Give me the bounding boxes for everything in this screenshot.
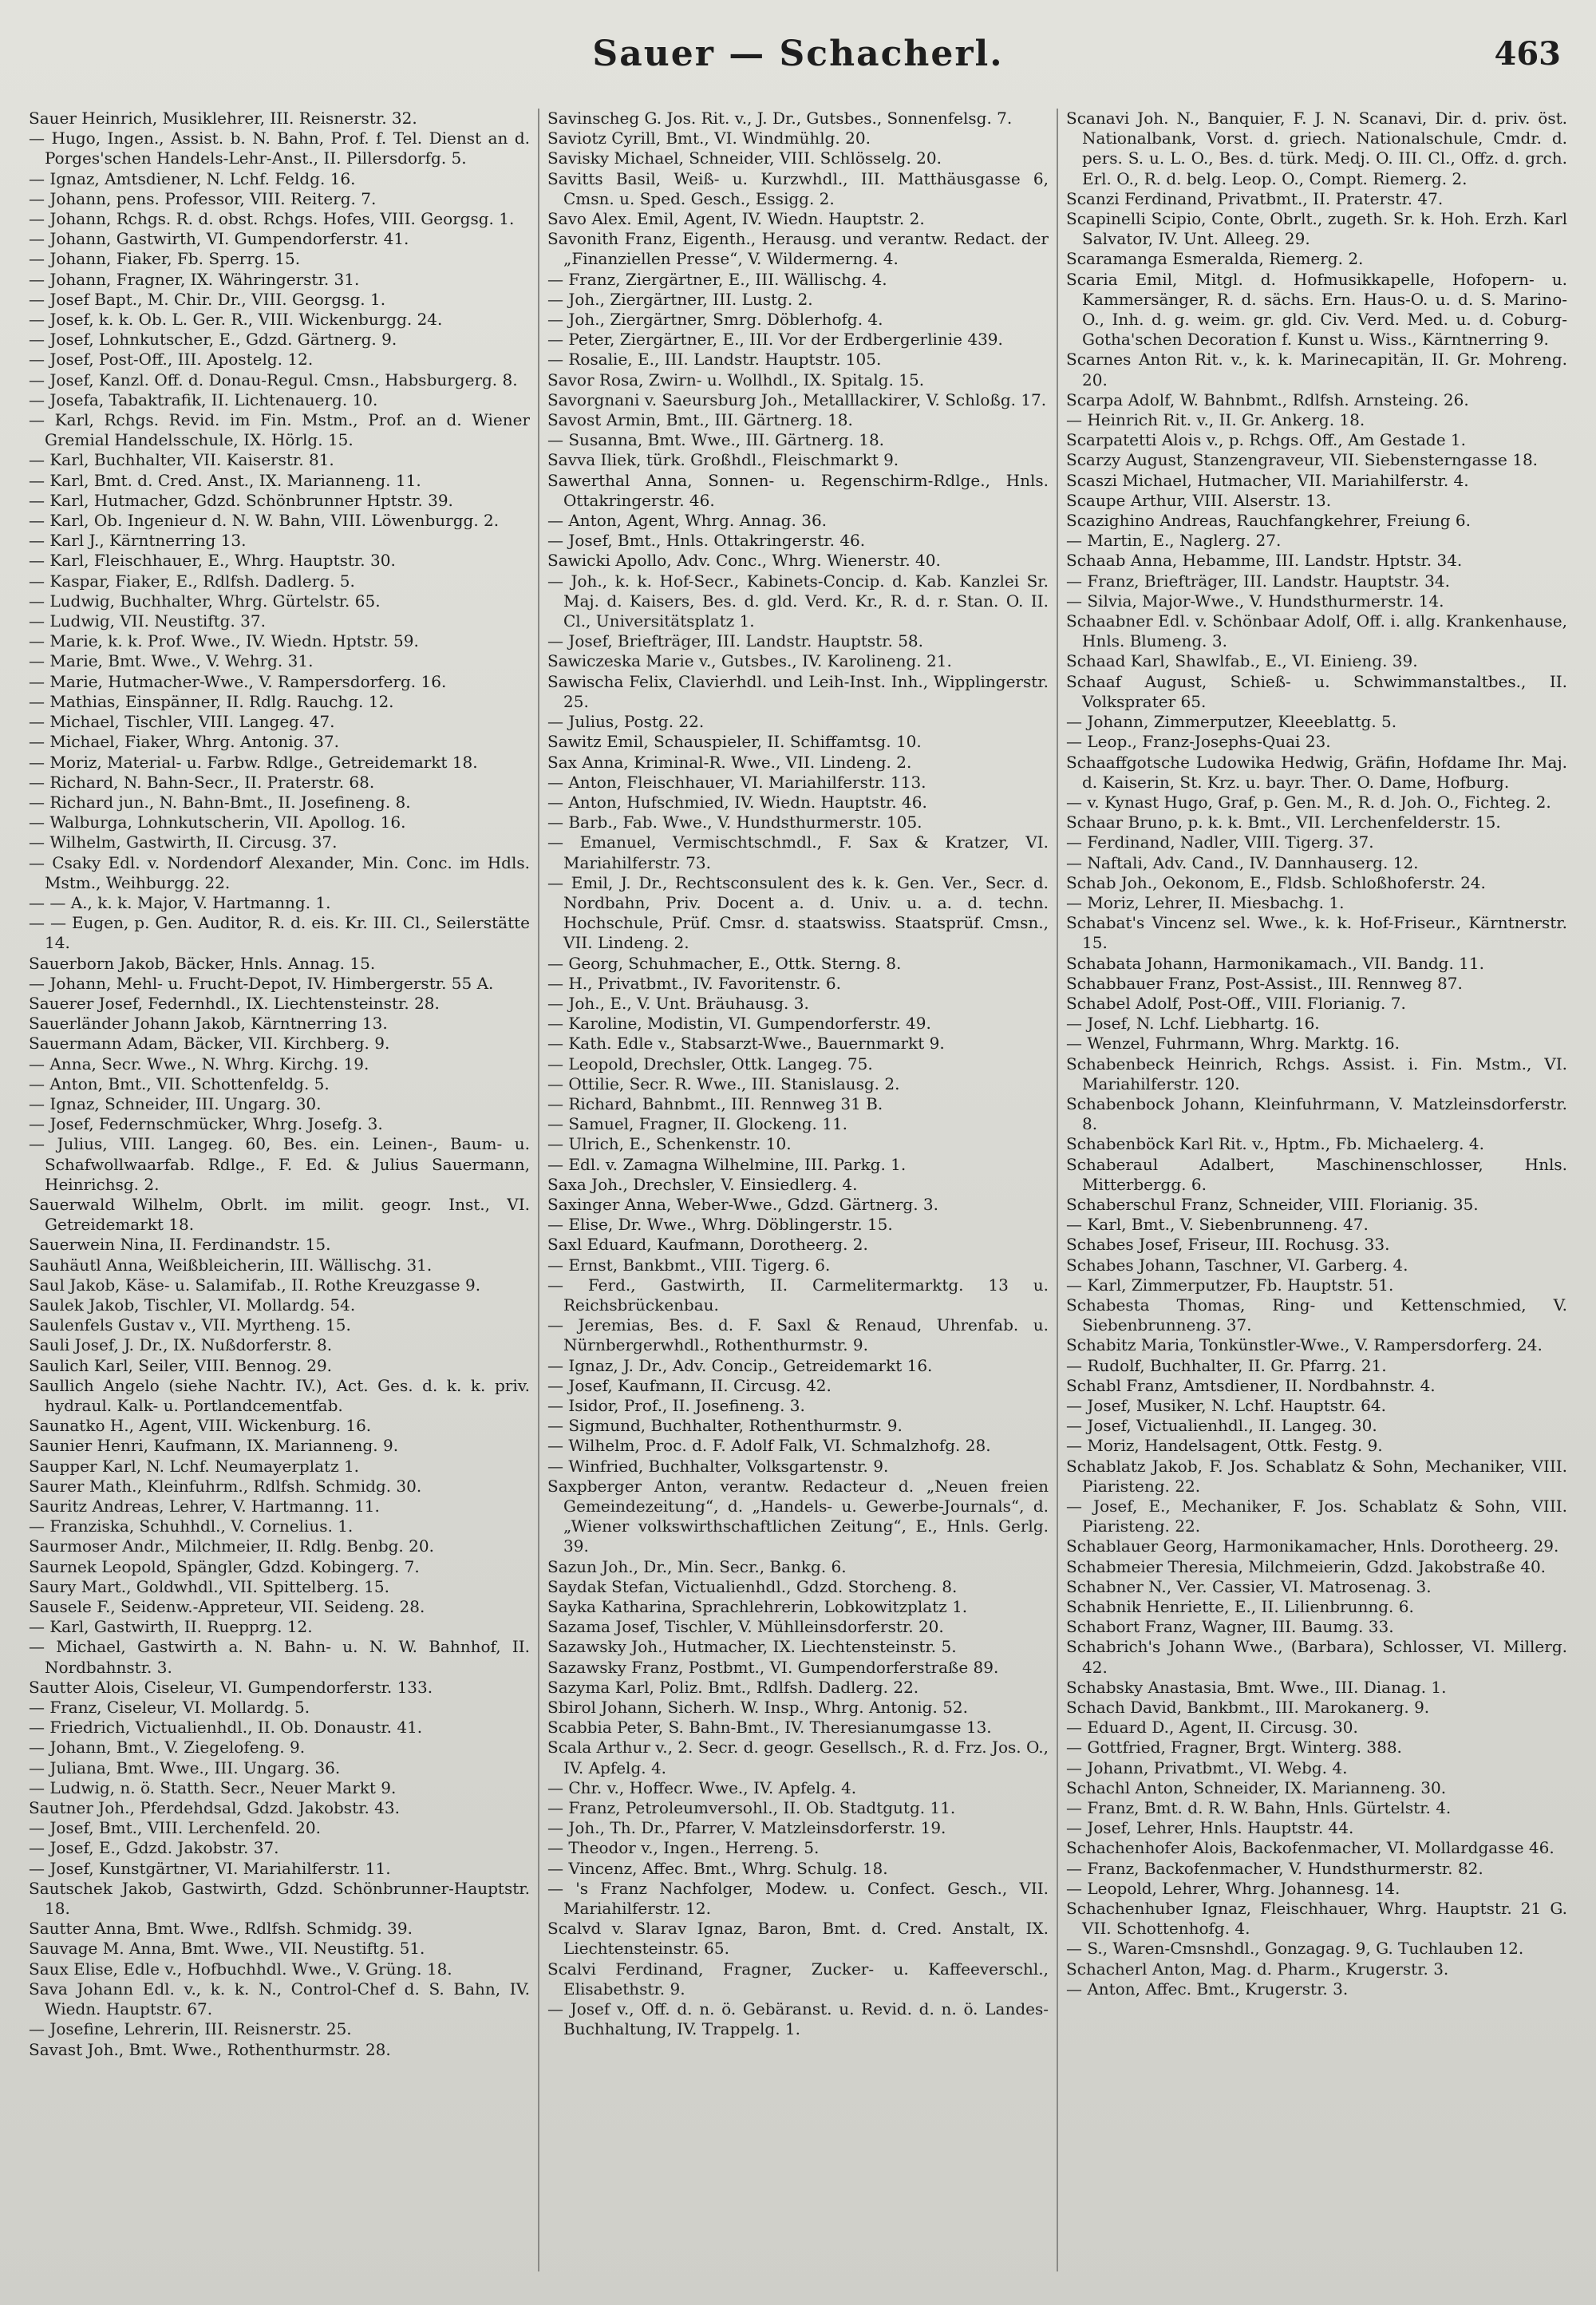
directory-entry: — Wilhelm, Proc. d. F. Adolf Falk, VI. Schmalzhofg. 28. (547, 1436, 991, 1456)
directory-entry: — Karl, Bmt., V. Siebenbrunneng. 47. (1066, 1215, 1369, 1235)
directory-entry: — Ferd., Gastwirth, II. Carmelitermarktg. 13 u. Reichsbrückenbau. (547, 1275, 1049, 1315)
directory-entry: Schaabner Edl. v. Schönbaar Adolf, Off. i. allg. Krankenhause, Hnls. Blumeng. 3. (1066, 611, 1567, 651)
directory-entry: — Johann, Zimmerputzer, Kleeeblattg. 5. (1066, 712, 1397, 732)
directory-entry: — Franz, Petroleumversohl., II. Ob. Stadtgutg. 11. (547, 1798, 956, 1818)
directory-entry: — Michael, Gastwirth a. N. Bahn- u. N. W. Bahnhof, II. Nordbahnstr. 3. (29, 1637, 530, 1677)
directory-entry: Saxpberger Anton, verantw. Redacteur d. „Neuen freien Gemeindezeitung“, d. „Handels- u. Gewerbe-Journals“, d. „Wiener volkswirthschaftlichen Zeitung“, E., Hnls. Gerlg. 39. (547, 1476, 1049, 1556)
directory-entry: Savva Iliek, türk. Großhdl., Fleischmarkt 9. (547, 450, 899, 470)
directory-entry: — Leopold, Drechsler, Ottk. Langeg. 75. (547, 1054, 873, 1073)
directory-entry: — Martin, E., Naglerg. 27. (1066, 531, 1282, 551)
directory-entry: — Moriz, Lehrer, II. Miesbachg. 1. (1066, 892, 1345, 912)
directory-entry: Saxa Joh., Drechsler, V. Einsiedlerg. 4. (547, 1174, 858, 1194)
directory-entry: — Johann, Privatbmt., VI. Webg. 4. (1066, 1757, 1348, 1777)
directory-entry: Schabes Johann, Taschner, VI. Garberg. 4. (1066, 1255, 1408, 1275)
directory-entry: — Ignaz, J. Dr., Adv. Concip., Getreidemarkt 16. (547, 1355, 933, 1375)
directory-entry: Sazama Josef, Tischler, V. Mühlleinsdorferstr. 20. (547, 1617, 944, 1637)
directory-entry: Scaszi Michael, Hutmacher, VII. Mariahilferstr. 4. (1066, 470, 1469, 490)
directory-entry: Savost Armin, Bmt., III. Gärtnerg. 18. (547, 410, 853, 430)
directory-entry: — Karl, Fleischhauer, E., Whrg. Hauptstr. 30. (29, 551, 396, 571)
directory-entry: Sazawsky Franz, Postbmt., VI. Gumpendorferstraße 89. (547, 1657, 999, 1677)
directory-entry: — Michael, Tischler, VIII. Langeg. 47. (29, 712, 335, 732)
directory-entry: Sauerer Josef, Federnhdl., IX. Liechtensteinstr. 28. (29, 993, 440, 1013)
directory-entry: Saydak Stefan, Victualienhdl., Gdzd. Storcheng. 8. (547, 1576, 958, 1596)
directory-entry: Schach David, Bankbmt., III. Marokanerg. 9. (1066, 1698, 1430, 1718)
directory-entry: — Josefa, Tabaktrafik, II. Lichtenauerg. 10. (29, 389, 378, 409)
directory-entry: Scarnes Anton Rit. v., k. k. Marinecapitän, II. Gr. Mohreng. 20. (1066, 350, 1567, 389)
directory-entry: Sauritz Andreas, Lehrer, V. Hartmanng. 11. (29, 1496, 380, 1516)
columns (29, 109, 1567, 2271)
directory-entry: — Ludwig, VII. Neustiftg. 37. (29, 611, 266, 631)
directory-entry: — Heinrich Rit. v., II. Gr. Ankerg. 18. (1066, 410, 1365, 430)
directory-entry: Schaar Bruno, p. k. k. Bmt., VII. Lerchenfelderstr. 15. (1066, 812, 1501, 832)
directory-entry: — 's Franz Nachfolger, Modew. u. Confect. Gesch., VII. Mariahilferstr. 12. (547, 1878, 1049, 1919)
directory-entry: — Walburga, Lohnkutscherin, VII. Apollog. 16. (29, 812, 406, 832)
directory-entry: Sauvage M. Anna, Bmt. Wwe., VII. Neustiftg. 51. (29, 1939, 425, 1959)
column-right (1066, 109, 1567, 2271)
directory-entry: Saulich Karl, Seiler, VIII. Bennog. 29. (29, 1355, 333, 1375)
directory-entry: Sawitz Emil, Schauspieler, II. Schiffamtsg. 10. (547, 732, 922, 752)
directory-entry: — Susanna, Bmt. Wwe., III. Gärtnerg. 18. (547, 430, 885, 450)
directory-entry: — Edl. v. Zamagna Wilhelmine, III. Parkg. 1. (547, 1154, 907, 1174)
directory-entry: Schabort Franz, Wagner, III. Baumg. 33. (1066, 1617, 1394, 1637)
directory-entry: Saxinger Anna, Weber-Wwe., Gdzd. Gärtnerg. 3. (547, 1194, 938, 1214)
directory-entry: Sausele F., Seidenw.-Appreteur, VII. Seideng. 28. (29, 1597, 425, 1617)
directory-entry: — Joh., Ziergärtner, Smrg. Döblerhofg. 4. (547, 310, 883, 330)
directory-entry: — Barb., Fab. Wwe., V. Hundsthurmerstr. 105. (547, 812, 922, 832)
directory-entry: Sazawsky Joh., Hutmacher, IX. Liechtensteinstr. 5. (547, 1637, 957, 1657)
directory-entry: Sautschek Jakob, Gastwirth, Gdzd. Schönbrunner-Hauptstr. 18. (29, 1878, 530, 1919)
directory-entry: Schablatz Jakob, F. Jos. Schablatz & Sohn, Mechaniker, VIII. Piaristeng. 22. (1066, 1456, 1567, 1496)
directory-entry: — Anton, Bmt., VII. Schottenfeldg. 5. (29, 1073, 330, 1093)
directory-entry: Sawerthal Anna, Sonnen- u. Regenschirm-Rdlge., Hnls. Ottakringerstr. 46. (547, 470, 1049, 510)
column-middle (538, 109, 1058, 2271)
directory-entry: — Karl, Bmt. d. Cred. Anst., IX. Marianneng. 11. (29, 470, 421, 490)
directory-entry: — Karl, Rchgs. Revid. im Fin. Mstm., Prof. an d. Wiener Gremial Handelsschule, IX. Hörlg. 15. (29, 410, 530, 450)
directory-entry: — Csaky Edl. v. Nordendorf Alexander, Min. Conc. im Hdls. Mstm., Weihburgg. 22. (29, 852, 530, 892)
directory-entry: Sbirol Johann, Sicherh. W. Insp., Whrg. Antonig. 52. (547, 1698, 968, 1718)
directory-entry: — Friedrich, Victualienhdl., II. Ob. Donaustr. 41. (29, 1718, 423, 1738)
directory-entry: — Julius, VIII. Langeg. 60, Bes. ein. Leinen-, Baum- u. Schafwollwaarfab. Rdlge., F. Ed. & Julius Sauermann, Heinrichsg. 2. (29, 1134, 530, 1194)
directory-entry: — Wilhelm, Gastwirth, II. Circusg. 37. (29, 832, 338, 852)
directory-entry: Schabenbeck Heinrich, Rchgs. Assist. i. Fin. Mstm., VI. Mariahilferstr. 120. (1066, 1054, 1567, 1093)
directory-entry: — Isidor, Prof., II. Josefineng. 3. (547, 1396, 805, 1415)
directory-entry: — Johann, Fragner, IX. Währingerstr. 31. (29, 269, 360, 289)
directory-entry: — Georg, Schuhmacher, E., Ottk. Sterng. 8. (547, 953, 902, 973)
directory-entry: — Franz, Briefträger, III. Landstr. Hauptstr. 34. (1066, 571, 1450, 591)
directory-entry: — Ludwig, n. ö. Statth. Secr., Neuer Markt 9. (29, 1777, 397, 1797)
directory-entry: Sazyma Karl, Poliz. Bmt., Rdlfsh. Dadlerg. 22. (547, 1677, 919, 1697)
directory-entry: — Josef, Bmt., VIII. Lerchenfeld. 20. (29, 1818, 321, 1838)
directory-entry: — Gottfried, Fragner, Brgt. Winterg. 388. (1066, 1738, 1402, 1757)
directory-entry: Saullich Angelo (siehe Nachtr. IV.), Act. Ges. d. k. k. priv. hydraul. Kalk- u. Portlandcementfab. (29, 1375, 530, 1415)
directory-entry: — Johann, Bmt., V. Ziegelofeng. 9. (29, 1738, 306, 1757)
directory-entry: — Ferdinand, Nadler, VIII. Tigerg. 37. (1066, 832, 1374, 852)
directory-entry: — Ignaz, Schneider, III. Ungarg. 30. (29, 1093, 322, 1113)
directory-entry: Schachenhofer Alois, Backofenmacher, VI. Mollardgasse 46. (1066, 1838, 1555, 1858)
directory-entry: Schabnik Henriette, E., II. Lilienbrunng. 6. (1066, 1597, 1414, 1617)
directory-entry: — Josef v., Off. d. n. ö. Gebäranst. u. Revid. d. n. ö. Landes-Buchhaltung, IV. Trappelg. 1. (547, 1999, 1049, 2039)
directory-entry: — Emanuel, Vermischtschmdl., F. Sax & Kratzer, VI. Mariahilferstr. 73. (547, 832, 1049, 872)
directory-entry: Sayka Katharina, Sprachlehrerin, Lobkowitzplatz 1. (547, 1597, 968, 1617)
directory-entry: — Ulrich, E., Schenkenstr. 10. (547, 1134, 792, 1154)
directory-entry: — Josef, Kanzl. Off. d. Donau-Regul. Cmsn., Habsburgerg. 8. (29, 370, 518, 389)
directory-entry: — Leopold, Lehrer, Whrg. Johannesg. 14. (1066, 1878, 1400, 1898)
directory-entry: — — A., k. k. Major, V. Hartmanng. 1. (29, 892, 331, 912)
directory-entry: Sawiczeska Marie v., Gutsbes., IV. Karolineng. 21. (547, 651, 952, 671)
directory-entry: — Joh., Ziergärtner, III. Lustg. 2. (547, 289, 813, 309)
directory-entry: — Ottilie, Secr. R. Wwe., III. Stanislausg. 2. (547, 1073, 900, 1093)
directory-entry: — Rosalie, E., III. Landstr. Hauptstr. 105. (547, 350, 882, 370)
directory-entry: Savo Alex. Emil, Agent, IV. Wiedn. Hauptstr. 2. (547, 209, 925, 229)
directory-entry: — Julius, Postg. 22. (547, 712, 705, 732)
directory-entry: Sava Johann Edl. v., k. k. N., Control-Chef d. S. Bahn, IV. Wiedn. Hauptstr. 67. (29, 1979, 530, 2019)
directory-entry: — Josef, Kaufmann, II. Circusg. 42. (547, 1375, 832, 1395)
directory-entry: — Anna, Secr. Wwe., N. Whrg. Kirchg. 19. (29, 1054, 369, 1073)
directory-entry: — Joh., k. k. Hof-Secr., Kabinets-Concip. d. Kab. Kanzlei Sr. Maj. d. Kaisers, Bes. d. gld. Verd. Kr., R. d. r. Stan. O. II. Cl., Universitätsplatz 1. (547, 571, 1049, 631)
directory-entry: Schabenböck Karl Rit. v., Hptm., Fb. Michaelerg. 4. (1066, 1134, 1484, 1154)
directory-entry: Schaaf August, Schieß- u. Schwimmanstaltbes., II. Volksprater 65. (1066, 671, 1567, 711)
directory-entry: Sautner Joh., Pferdehdsal, Gdzd. Jakobstr. 43. (29, 1798, 400, 1818)
directory-entry: Scapinelli Scipio, Conte, Obrlt., zugeth. Sr. k. Hoh. Erzh. Karl Salvator, IV. Unt. Alleeg. 29. (1066, 209, 1567, 249)
directory-entry: Sawischa Felix, Clavierhdl. und Leih-Inst. Inh., Wipplingerstr. 25. (547, 671, 1049, 711)
directory-entry: Saux Elise, Edle v., Hofbuchhdl. Wwe., V. Grüng. 18. (29, 1959, 452, 1979)
directory-entry: Schab Joh., Oekonom, E., Fldsb. Schloßhoferstr. 24. (1066, 872, 1486, 892)
directory-entry: Schabel Adolf, Post-Off., VIII. Florianig. 7. (1066, 993, 1406, 1013)
directory-entry: — — Eugen, p. Gen. Auditor, R. d. eis. Kr. III. Cl., Seilerstätte 14. (29, 913, 530, 953)
directory-entry: — Marie, Bmt. Wwe., V. Wehrg. 31. (29, 651, 314, 671)
directory-entry: — Theodor v., Ingen., Herreng. 5. (547, 1838, 820, 1858)
directory-entry: Scarpa Adolf, W. Bahnbmt., Rdlfsh. Arnsteing. 26. (1066, 389, 1469, 409)
directory-entry: — Anton, Fleischhauer, VI. Mariahilferstr. 113. (547, 772, 926, 792)
directory-entry: Schabrich's Johann Wwe., (Barbara), Schlosser, VI. Millerg. 42. (1066, 1637, 1567, 1677)
directory-entry: — Franz, Ciseleur, VI. Mollardg. 5. (29, 1698, 310, 1718)
directory-entry: — Rudolf, Buchhalter, II. Gr. Pfarrg. 21. (1066, 1355, 1387, 1375)
directory-entry: — Richard, Bahnbmt., III. Rennweg 31 B. (547, 1093, 883, 1113)
directory-entry: Scaria Emil, Mitgl. d. Hofmusikkapelle, Hofopern- u. Kammersänger, R. d. sächs. Ern. Haus-O. u. d. S. Marino-O., Inh. d. g. weim. gr. gld. Civ. Verd. Med. u. d. Coburg-Gotha'schen Decoration f. Kunst u. Wiss., Kärntnerring 9. (1066, 269, 1567, 350)
directory-entry: — Wenzel, Fuhrmann, Whrg. Marktg. 16. (1066, 1034, 1400, 1054)
directory-entry: — Karoline, Modistin, VI. Gumpendorferstr. 49. (547, 1014, 931, 1034)
directory-entry: Schabmeier Theresia, Milchmeierin, Gdzd. Jakobstraße 40. (1066, 1556, 1547, 1576)
directory-entry: Sauerborn Jakob, Bäcker, Hnls. Annag. 15. (29, 953, 376, 973)
directory-entry: — H., Privatbmt., IV. Favoritenstr. 6. (547, 973, 841, 993)
directory-entry: Sauerwald Wilhelm, Obrlt. im milit. geogr. Inst., VI. Getreidemarkt 18. (29, 1194, 530, 1235)
directory-entry: Schabitz Maria, Tonkünstler-Wwe., V. Rampersdorferg. 24. (1066, 1335, 1543, 1355)
directory-entry: — Chr. v., Hoffecr. Wwe., IV. Apfelg. 4. (547, 1777, 857, 1797)
directory-entry: — Josef, E., Gdzd. Jakobstr. 37. (29, 1838, 279, 1858)
directory-entry: Saurnek Leopold, Spängler, Gdzd. Kobingerg. 7. (29, 1556, 420, 1576)
directory-entry: Scala Arthur v., 2. Secr. d. geogr. Gesellsch., R. d. Frz. Jos. O., IV. Apfelg. 4. (547, 1738, 1049, 1777)
directory-entry: — Anton, Agent, Whrg. Annag. 36. (547, 511, 828, 531)
directory-entry: — Eduard D., Agent, II. Circusg. 30. (1066, 1718, 1358, 1738)
directory-entry: Savorgnani v. Saeursburg Joh., Metalllackirer, V. Schloßg. 17. (547, 389, 1047, 409)
directory-entry: Savisky Michael, Schneider, VIII. Schlösselg. 20. (547, 148, 942, 168)
directory-entry: — Josef, Kunstgärtner, VI. Mariahilferstr. 11. (29, 1858, 391, 1878)
directory-entry: Saulek Jakob, Tischler, VI. Mollardg. 54. (29, 1295, 356, 1315)
directory-entry: Schabenbock Johann, Kleinfuhrmann, V. Matzleinsdorferstr. 8. (1066, 1093, 1567, 1134)
directory-entry: — Karl, Gastwirth, II. Ruepprg. 12. (29, 1617, 313, 1637)
directory-entry: — Josef, Post-Off., III. Apostelg. 12. (29, 350, 314, 370)
directory-entry: Scanzi Ferdinand, Privatbmt., II. Praterstr. 47. (1066, 188, 1444, 208)
directory-entry: — Silvia, Major-Wwe., V. Hundsthurmerstr. 14. (1066, 591, 1444, 611)
directory-entry: Schablauer Georg, Harmonikamacher, Hnls. Dorotheerg. 29. (1066, 1536, 1559, 1556)
directory-entry: — Josef, Briefträger, III. Landstr. Hauptstr. 58. (547, 631, 924, 651)
directory-entry: — Franz, Ziergärtner, E., III. Wällischg. 4. (547, 269, 887, 289)
directory-entry: Schaberschul Franz, Schneider, VIII. Florianig. 35. (1066, 1194, 1479, 1214)
directory-entry: Savinscheg G. Jos. Rit. v., J. Dr., Gutsbes., Sonnenfelsg. 7. (547, 109, 1013, 128)
directory-entry: Schaaffgotsche Ludowika Hedwig, Gräfin, Hofdame Ihr. Maj. d. Kaiserin, St. Krz. u. bayr. Ther. O. Dame, Hofburg. (1066, 752, 1567, 792)
directory-entry: Sazun Joh., Dr., Min. Secr., Bankg. 6. (547, 1556, 847, 1576)
directory-entry: — Michael, Fiaker, Whrg. Antonig. 37. (29, 732, 339, 752)
directory-entry: — Winfried, Buchhalter, Volksgartenstr. 9. (547, 1456, 889, 1476)
directory-entry: — Joh., E., V. Unt. Bräuhausg. 3. (547, 993, 809, 1013)
directory-entry: — Franz, Bmt. d. R. W. Bahn, Hnls. Gürtelstr. 4. (1066, 1798, 1452, 1818)
directory-entry: Saulenfels Gustav v., VII. Myrtheng. 15. (29, 1315, 351, 1335)
directory-entry: — Samuel, Fragner, II. Glockeng. 11. (547, 1114, 848, 1134)
directory-entry: — Anton, Hufschmied, IV. Wiedn. Hauptstr. 46. (547, 792, 927, 812)
directory-entry: — Karl, Hutmacher, Gdzd. Schönbrunner Hptstr. 39. (29, 490, 453, 510)
directory-entry: — Anton, Affec. Bmt., Krugerstr. 3. (1066, 1979, 1349, 1999)
directory-entry: — Karl, Ob. Ingenieur d. N. W. Bahn, VIII. Löwenburgg. 2. (29, 511, 500, 531)
directory-entry: Schachl Anton, Schneider, IX. Marianneng. 30. (1066, 1777, 1447, 1797)
directory-entry: Saurmoser Andr., Milchmeier, II. Rdlg. Benbg. 20. (29, 1536, 434, 1556)
directory-entry: — Marie, Hutmacher-Wwe., V. Rampersdorferg. 16. (29, 671, 447, 691)
directory-entry: — Richard jun., N. Bahn-Bmt., II. Josefineng. 8. (29, 792, 411, 812)
directory-entry: — Josef, Lohnkutscher, E., Gdzd. Gärtnerg. 9. (29, 330, 397, 350)
directory-entry: Saunatko H., Agent, VIII. Wickenburg. 16. (29, 1416, 372, 1436)
directory-entry: — Johann, Mehl- u. Frucht-Depot, IV. Himbergerstr. 55 A. (29, 973, 494, 993)
directory-entry: — Kath. Edle v., Stabsarzt-Wwe., Bauernmarkt 9. (547, 1034, 945, 1054)
directory-entry: Schaad Karl, Shawlfab., E., VI. Einieng. 39. (1066, 651, 1418, 671)
directory-entry: Scazighino Andreas, Rauchfangkehrer, Freiung 6. (1066, 511, 1471, 531)
directory-entry: Schacherl Anton, Mag. d. Pharm., Krugerstr. 3. (1066, 1959, 1449, 1979)
directory-entry: — Karl J., Kärntnerring 13. (29, 531, 247, 551)
directory-entry: Schabsky Anastasia, Bmt. Wwe., III. Dianag. 1. (1066, 1677, 1447, 1697)
column-left (29, 109, 530, 2271)
directory-entry: — Johann, Gastwirth, VI. Gumpendorferstr. 41. (29, 229, 409, 249)
running-title: Sauer — Schacherl. (592, 34, 1004, 74)
directory-entry: Scalvi Ferdinand, Fragner, Zucker- u. Kaffeeverschl., Elisabethstr. 9. (547, 1959, 1049, 1999)
directory-entry: Sax Anna, Kriminal-R. Wwe., VII. Lindeng. 2. (547, 752, 912, 772)
directory-entry: — Johann, pens. Professor, VIII. Reiterg. 7. (29, 188, 377, 208)
directory-entry: — Juliana, Bmt. Wwe., III. Ungarg. 36. (29, 1757, 341, 1777)
directory-entry: Schabl Franz, Amtsdiener, II. Nordbahnstr. 4. (1066, 1375, 1436, 1395)
directory-entry: — Naftali, Adv. Cand., IV. Dannhauserg. 12. (1066, 852, 1419, 872)
directory-entry: Sauerländer Johann Jakob, Kärntnerring 13. (29, 1014, 388, 1034)
directory-entry: Saurer Math., Kleinfuhrm., Rdlfsh. Schmidg. 30. (29, 1476, 422, 1496)
directory-entry: — Josef, Musiker, N. Lchf. Hauptstr. 64. (1066, 1396, 1386, 1415)
directory-entry: — Marie, k. k. Prof. Wwe., IV. Wiedn. Hptstr. 59. (29, 631, 419, 651)
directory-entry: — Moriz, Material- u. Farbw. Rdlge., Getreidemarkt 18. (29, 752, 478, 772)
directory-entry: — Karl, Zimmerputzer, Fb. Hauptstr. 51. (1066, 1275, 1394, 1295)
directory-entry: Sauermann Adam, Bäcker, VII. Kirchberg. 9. (29, 1034, 390, 1054)
directory-entry: — Josef, Lehrer, Hnls. Hauptstr. 44. (1066, 1818, 1354, 1838)
directory-entry: — Josef, N. Lchf. Liebhartg. 16. (1066, 1014, 1320, 1034)
directory-entry: Schabata Johann, Harmonikamach., VII. Bandg. 11. (1066, 953, 1484, 973)
directory-entry: — Jeremias, Bes. d. F. Saxl & Renaud, Uhrenfab. u. Nürnbergerwhdl., Rothenthurmstr. 9. (547, 1315, 1049, 1355)
directory-entry: Schabbauer Franz, Post-Assist., III. Rennweg 87. (1066, 973, 1463, 993)
directory-entry: Schabner N., Ver. Cassier, VI. Matrosenag. 3. (1066, 1576, 1432, 1596)
directory-entry: Saury Mart., Goldwhdl., VII. Spittelberg. 15. (29, 1576, 389, 1596)
directory-entry: Schabes Josef, Friseur, III. Rochusg. 33. (1066, 1235, 1390, 1255)
directory-entry: — Mathias, Einspänner, II. Rdlg. Rauchg. 12. (29, 691, 394, 711)
directory-entry: — Josef, E., Mechaniker, F. Jos. Schablatz & Sohn, VIII. Piaristeng. 22. (1066, 1496, 1567, 1536)
directory-entry: — Josef, k. k. Ob. L. Ger. R., VIII. Wickenburgg. 24. (29, 310, 443, 330)
directory-entry: Scarzy August, Stanzengraveur, VII. Siebensterngasse 18. (1066, 450, 1539, 470)
directory-entry: Schabat's Vincenz sel. Wwe., k. k. Hof-Friseur., Kärntnerstr. 15. (1066, 913, 1567, 953)
directory-entry: — Hugo, Ingen., Assist. b. N. Bahn, Prof. f. Tel. Dienst an d. Porges'schen Handels-Lehr-Anst., II. Pillersdorfg. 5. (29, 128, 530, 168)
directory-entry: Scaramanga Esmeralda, Riemerg. 2. (1066, 249, 1364, 269)
directory-entry: — Ignaz, Amtsdiener, N. Lchf. Feldg. 16. (29, 168, 356, 188)
directory-entry: Scabbia Peter, S. Bahn-Bmt., IV. Theresianumgasse 13. (547, 1718, 992, 1738)
directory-entry: Schaberaul Adalbert, Maschinenschlosser, Hnls. Mitterbergg. 6. (1066, 1154, 1567, 1194)
directory-entry: — Josef, Federnschmücker, Whrg. Josefg. 3. (29, 1114, 383, 1134)
directory-entry: — Vincenz, Affec. Bmt., Whrg. Schulg. 18. (547, 1858, 888, 1878)
directory-entry: — Joh., Th. Dr., Pfarrer, V. Matzleinsdorferstr. 19. (547, 1818, 946, 1838)
directory-entry: Schaab Anna, Hebamme, III. Landstr. Hptstr. 34. (1066, 551, 1463, 571)
directory-entry: — Johann, Fiaker, Fb. Sperrg. 15. (29, 249, 301, 269)
directory-entry: Sautter Anna, Bmt. Wwe., Rdlfsh. Schmidg. 39. (29, 1919, 413, 1939)
directory-entry: Scaupe Arthur, VIII. Alserstr. 13. (1066, 490, 1332, 510)
directory-entry: Savor Rosa, Zwirn- u. Wollhdl., IX. Spitalg. 15. (547, 370, 925, 389)
directory-entry: — Emil, J. Dr., Rechtsconsulent des k. k. Gen. Ver., Secr. d. Nordbahn, Priv. Docent a. d. Univ. u. a. d. techn. Hochschule, Prüf. Cmsr. d. staatswiss. Staatsprüf. Cmsn., VII. Lindeng. 2. (547, 872, 1049, 953)
directory-entry: Savonith Franz, Eigenth., Herausg. und verantw. Redact. der „Finanziellen Presse“, V. Wildermerng. 4. (547, 229, 1049, 269)
directory-entry: Sawicki Apollo, Adv. Conc., Whrg. Wienerstr. 40. (547, 551, 941, 571)
directory-entry: — Peter, Ziergärtner, E., III. Vor der Erdbergerlinie 439. (547, 330, 1003, 350)
directory-entry: — Moriz, Handelsagent, Ottk. Festg. 9. (1066, 1436, 1383, 1456)
directory-entry: — Johann, Rchgs. R. d. obst. Rchgs. Hofes, VIII. Georgsg. 1. (29, 209, 515, 229)
directory-entry: Saviotz Cyrill, Bmt., VI. Windmühlg. 20. (547, 128, 871, 148)
directory-entry: — Karl, Buchhalter, VII. Kaiserstr. 81. (29, 450, 334, 470)
directory-entry: Sauli Josef, J. Dr., IX. Nußdorferstr. 8. (29, 1335, 333, 1355)
directory-entry: — v. Kynast Hugo, Graf, p. Gen. M., R. d. Joh. O., Fichteg. 2. (1066, 792, 1551, 812)
page-number: 463 (1494, 35, 1561, 73)
directory-entry: Sautter Alois, Ciseleur, VI. Gumpendorferstr. 133. (29, 1677, 433, 1697)
directory-entry: — Josef, Bmt., Hnls. Ottakringerstr. 46. (547, 531, 866, 551)
directory-entry: — S., Waren-Cmsnshdl., Gonzagag. 9, G. Tuchlauben 12. (1066, 1939, 1524, 1959)
directory-entry: Sauerwein Nina, II. Ferdinandstr. 15. (29, 1235, 331, 1255)
directory-entry: Scanavi Joh. N., Banquier, F. J. N. Scanavi, Dir. d. priv. öst. Nationalbank, Vorst. d. griech. Nationalschule, Cmdr. d. pers. S. u. L. O., Bes. d. türk. Medj. O. III. Cl., Offz. d. grch. Erl. O., R. d. belg. Leop. O., Compt. Riemerg. 2. (1066, 109, 1567, 188)
directory-entry: — Sigmund, Buchhalter, Rothenthurmstr. 9. (547, 1416, 903, 1436)
directory-entry: Schabesta Thomas, Ring- und Kettenschmied, V. Siebenbrunneng. 37. (1066, 1295, 1567, 1335)
directory-entry: — Ludwig, Buchhalter, Whrg. Gürtelstr. 65. (29, 591, 381, 611)
directory-entry: — Richard, N. Bahn-Secr., II. Praterstr. 68. (29, 772, 375, 792)
directory-entry: Saxl Eduard, Kaufmann, Dorotheerg. 2. (547, 1235, 868, 1255)
directory-entry: — Franz, Backofenmacher, V. Hundsthurmerstr. 82. (1066, 1858, 1483, 1878)
directory-entry: Saunier Henri, Kaufmann, IX. Marianneng. 9. (29, 1436, 399, 1456)
directory-entry: Sauer Heinrich, Musiklehrer, III. Reisnerstr. 32. (29, 109, 417, 128)
directory-entry: — Josef, Victualienhdl., II. Langeg. 30. (1066, 1416, 1377, 1436)
directory-entry: — Leop., Franz-Josephs-Quai 23. (1066, 732, 1331, 752)
directory-entry: Schachenhuber Ignaz, Fleischhauer, Whrg. Hauptstr. 21 G. VII. Schottenhofg. 4. (1066, 1899, 1567, 1939)
directory-entry: Savitts Basil, Weiß- u. Kurzwhdl., III. Matthäusgasse 6, Cmsn. u. Sped. Gesch., Essigg. 2. (547, 168, 1049, 208)
directory-entry: Savast Joh., Bmt. Wwe., Rothenthurmstr. 28. (29, 2039, 391, 2059)
directory-entry: — Ernst, Bankbmt., VIII. Tigerg. 6. (547, 1255, 831, 1275)
directory-entry: — Franziska, Schuhhdl., V. Cornelius. 1. (29, 1516, 354, 1536)
page-header (29, 29, 1567, 89)
directory-entry: — Elise, Dr. Wwe., Whrg. Döblingerstr. 15. (547, 1215, 893, 1235)
directory-entry: Scalvd v. Slarav Ignaz, Baron, Bmt. d. Cred. Anstalt, IX. Liechtensteinstr. 65. (547, 1919, 1049, 1959)
directory-entry: — Josefine, Lehrerin, III. Reisnerstr. 25. (29, 2019, 352, 2039)
directory-entry: Saul Jakob, Käse- u. Salamifab., II. Rothe Kreuzgasse 9. (29, 1275, 481, 1295)
directory-entry: Saupper Karl, N. Lchf. Neumayerplatz 1. (29, 1456, 360, 1476)
directory-entry: Scarpatetti Alois v., p. Rchgs. Off., Am Gestade 1. (1066, 430, 1466, 450)
directory-entry: — Josef Bapt., M. Chir. Dr., VIII. Georgsg. 1. (29, 289, 386, 309)
directory-entry: — Kaspar, Fiaker, E., Rdlfsh. Dadlerg. 5. (29, 571, 355, 591)
directory-entry: Sauhäutl Anna, Weißbleicherin, III. Wällischg. 31. (29, 1255, 433, 1275)
